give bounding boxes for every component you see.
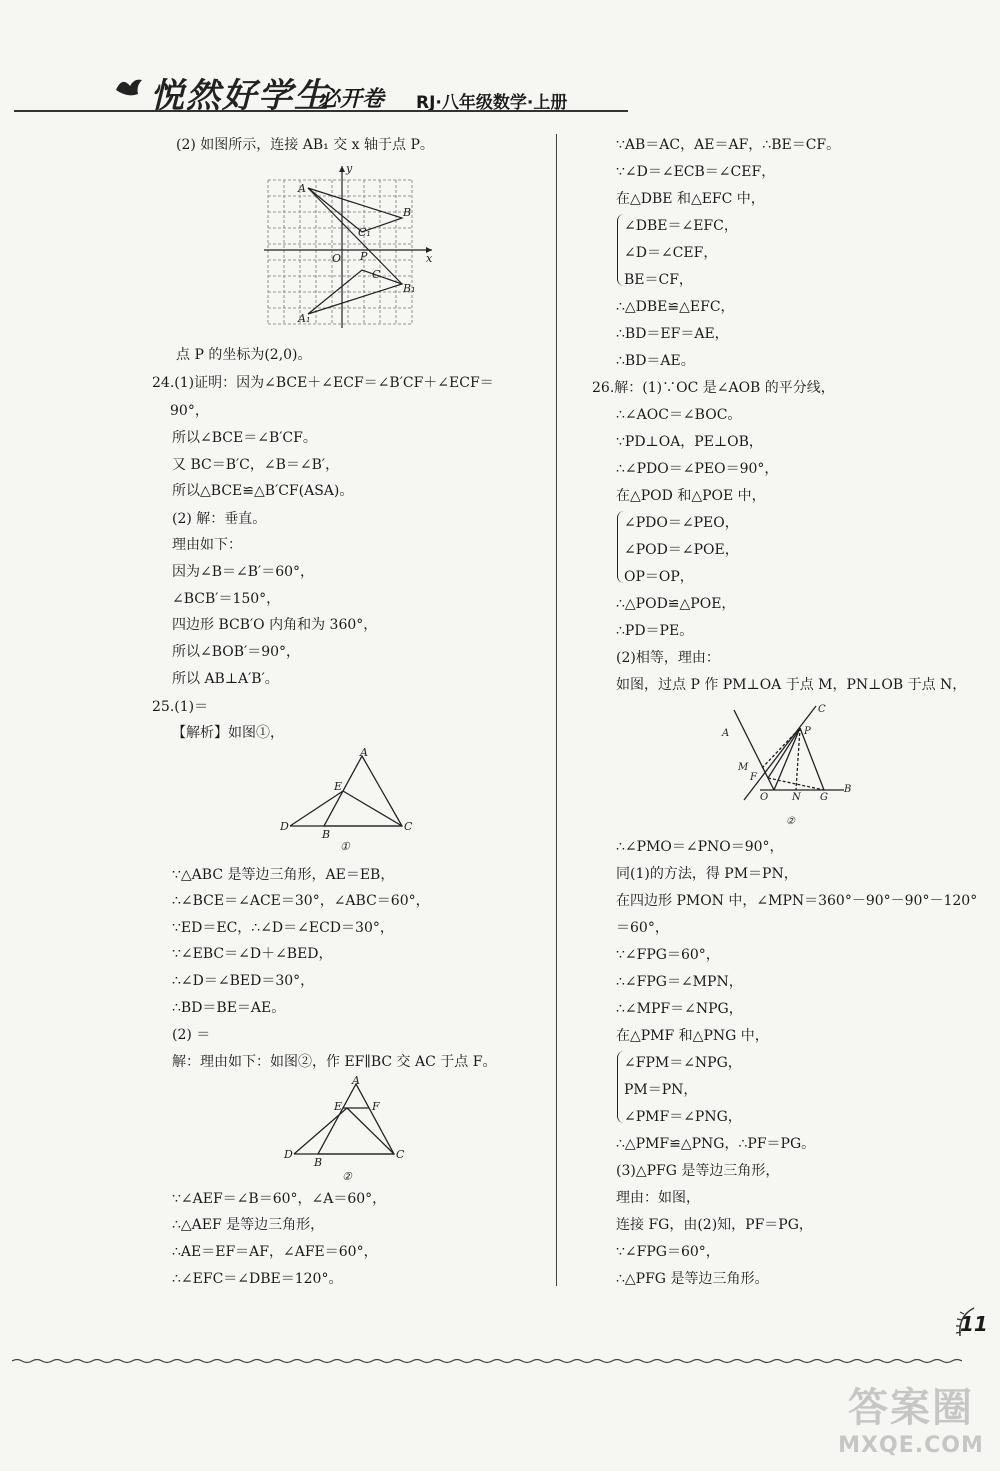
fig-label: D [284,1148,293,1161]
text-line: ∴∠D＝∠BED＝30°， [172,973,315,989]
fig-label: y [346,162,353,175]
text-line: ∴∠AOC＝∠BOC。 [616,407,742,423]
text-line: 90°， [170,403,209,419]
text-line: (2) ＝ [172,1027,211,1043]
fig-label: A₁ [298,312,311,325]
bird-logo-icon [112,72,152,102]
text-line: 所以 AB⊥A′B′。 [172,671,279,687]
text-line: 因为∠B＝∠B′＝60°， [172,564,315,580]
text-line: 所以∠BCE＝∠B′CF。 [172,430,317,446]
fig-label: C [372,268,381,281]
page-number-badge [960,1312,988,1336]
text-line: ∵∠FPG＝60°， [616,947,720,963]
text-line: (2) 如图所示，连接 AB₁ 交 x 轴于点 P。 [176,137,434,153]
fig-label: C₁ [358,226,371,239]
text-line: ∴∠BCE＝∠ACE＝30°，∠ABC＝60°， [172,893,430,909]
fig-label: D [280,820,289,833]
text-line: ＝60°， [616,920,669,936]
fig-label: x [426,252,433,265]
fig-label: B [322,828,331,841]
text-line: ∵∠D＝∠ECB＝∠CEF， [616,164,776,180]
watermark [836,1384,986,1460]
text-line: 在△PMF 和△PNG 中， [616,1028,769,1044]
footer-rule [12,1358,962,1364]
fig-label: B [314,1156,323,1169]
text-line: ∠DBE＝∠EFC， [624,218,738,234]
angle-figure [714,700,864,834]
text-line: ∴BD＝EF＝AE， [616,326,729,342]
page-number: 11 [960,1312,988,1336]
text-line: 在四边形 PMON 中，∠MPN＝360°－90°－90°－120° [616,893,978,909]
text-line: (2) 解：垂直。 [172,511,267,527]
fig-label: O [760,792,769,803]
text-line: ∴AE＝EF＝AF，∠AFE＝60°， [172,1244,378,1260]
text-line: (3)△PFG 是等边三角形， [616,1163,780,1179]
text-line: 理由：如图， [616,1190,700,1206]
text-line: ∴∠PMO＝∠PNO＝90°， [616,839,784,855]
text-line: ∠PDO＝∠PEO， [624,515,739,531]
header-rule [14,110,628,112]
text-line: ∵∠EBC＝∠D＋∠BED， [172,946,333,962]
triangle-figure-1 [276,746,426,860]
fig-label: A [360,746,368,759]
fig-label: F [750,772,757,783]
fig-label: M [738,762,749,773]
fig-label: E [334,780,343,793]
fig-label: P [804,726,811,737]
fig-label: B [403,206,412,219]
text-line: 理由如下： [172,537,242,553]
text-line: 四边形 BCB′O 内角和为 360°， [172,617,378,633]
text-line: ∴△AEF 是等边三角形， [172,1217,325,1233]
fig-label: E [334,1100,343,1113]
fig-label: A [298,182,306,195]
text-line: OP＝OP， [624,569,694,585]
text-line: ∴∠EFC＝∠DBE＝120°。 [172,1271,343,1287]
text-line: ∵AB＝AC，AE＝AF，∴BE＝CF。 [616,137,841,153]
equation-brace [617,1051,624,1123]
fig-label: O [332,252,342,265]
text-line: 点 P 的坐标为(2,0)。 [176,347,312,363]
text-line: ∵ED＝EC，∴∠D＝∠ECD＝30°， [172,920,394,936]
text-line: 【解析】如图①， [172,725,284,741]
text-line: 在△DBE 和△EFC 中， [616,191,765,207]
figure-caption: ② [342,1170,352,1183]
text-line: ∵∠FPG＝60°， [616,1244,720,1260]
text-line: 在△POD 和△POE 中， [616,488,766,504]
text-line: 所以∠BOB′＝90°， [172,644,301,660]
figure-caption: ② [786,816,795,827]
text-line: ∴△PFG 是等边三角形。 [616,1271,769,1287]
equation-brace [617,511,624,583]
text-line: BE＝CF， [624,272,693,288]
column-divider [556,134,557,1286]
text-line: ∴△PMF≌△PNG，∴PF＝PG。 [616,1136,816,1152]
text-line: ∵PD⊥OA，PE⊥OB， [616,434,763,450]
fig-label: A [352,1074,360,1087]
fig-label: N [792,792,801,803]
text-line: ∴∠PDO＝∠PEO＝90°， [616,461,779,477]
text-line: 如图，过点 P 作 PM⊥OA 于点 M，PN⊥OB 于点 N， [616,677,967,693]
text-line: ∴PD＝PE。 [616,623,694,639]
text-line: ∴BD＝AE。 [616,353,695,369]
text-line: ∴BD＝BE＝AE。 [172,1000,286,1016]
text-line: ∠FPM＝∠NPG， [624,1055,742,1071]
fig-label: P [360,250,368,263]
text-line: ∵△ABC 是等边三角形，AE＝EB， [172,867,395,883]
text-line: PM＝PN， [624,1082,698,1098]
text-line: ∴△POD≌△POE， [616,596,736,612]
series-name: 必开卷 [318,86,385,112]
text-line: (2)相等，理由： [616,650,720,666]
text-line: 连接 FG，由(2)知，PF＝PG， [616,1217,813,1233]
page-header [0,0,1000,120]
fig-label: C [396,1148,405,1161]
text-line: 同(1)的方法，得 PM＝PN， [616,866,798,882]
coordinate-figure [262,160,442,334]
text-line: 又 BC＝B′C，∠B＝∠B′， [172,457,340,473]
text-line: 解：理由如下：如图②，作 EF∥BC 交 AC 于点 F。 [172,1054,497,1070]
fig-label: C [404,820,413,833]
fig-label: A [722,728,730,739]
text-line: 25.(1)＝ [152,699,209,715]
grade-label: RJ·八年级数学·上册 [416,93,568,113]
text-line: ∴∠MPF＝∠NPG， [616,1001,743,1017]
text-line: ∠BCB′＝150°， [172,591,281,607]
text-line: ∴△DBE≌△EFC， [616,299,735,315]
fig-label: B₁ [403,282,416,295]
figure-caption: ① [340,840,350,853]
watermark-url: MXQE.COM [838,1433,984,1458]
text-line: ∵∠AEF＝∠B＝60°，∠A＝60°， [172,1191,387,1207]
text-line: ∴∠FPG＝∠MPN， [616,974,743,990]
text-line: 所以△BCE≌△B′CF(ASA)。 [172,483,354,499]
fig-label: C [818,704,826,715]
fig-label: G [820,792,828,803]
equation-brace [617,214,624,286]
text-line: 26.解：(1)∵OC 是∠AOB 的平分线， [592,380,835,396]
text-line: ∠PMF＝∠PNG， [624,1109,742,1125]
text-line: ∠D＝∠CEF， [624,245,718,261]
fig-label: F [372,1100,380,1113]
text-line: 24.(1)证明：因为∠BCE＋∠ECF＝∠B′CF＋∠ECF＝ [152,375,494,391]
fig-label: B [844,784,852,795]
watermark-logo-text: 答案圈 [848,1385,974,1431]
brand-title: 悦然好学生 [150,76,330,116]
triangle-figure-2 [280,1074,420,1190]
text-line: ∠POD＝∠POE， [624,542,739,558]
